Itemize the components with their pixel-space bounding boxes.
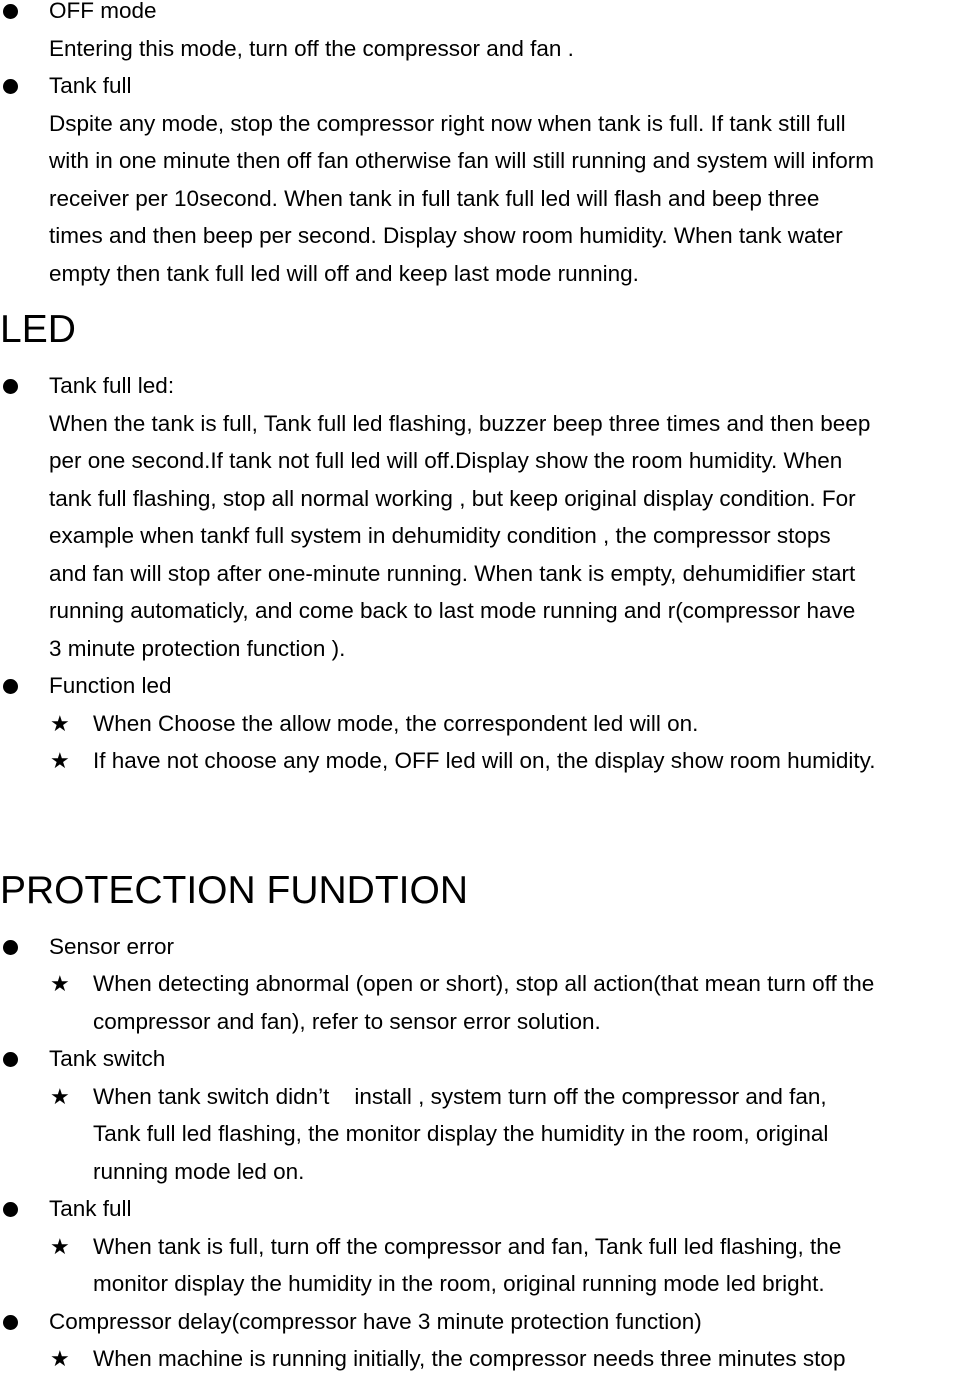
item-title: Tank switch	[49, 1046, 166, 1071]
paragraph-line: 3 minute protection function ).	[49, 635, 346, 661]
paragraph-line: Entering this mode, turn off the compressor and fan .	[49, 35, 574, 61]
bullet-icon	[3, 940, 18, 955]
bullet-icon	[3, 1202, 18, 1217]
paragraph-line: empty then tank full led will off and keep last mode running.	[49, 260, 639, 286]
item-title: Tank full	[49, 1196, 132, 1221]
paragraph-line: When machine is running initially, the compressor needs three minutes stop	[93, 1346, 846, 1371]
bullet-item	[0, 1040, 954, 1078]
paragraph-line: example when tankf full system in dehumidity condition , the compressor stops	[49, 523, 831, 548]
paragraph-line: Tank full led flashing, the monitor display the humidity in the room, original	[93, 1121, 829, 1146]
bullet-item	[0, 928, 954, 966]
bullet-item	[0, 667, 954, 705]
bullet-icon	[3, 379, 18, 394]
paragraph-line: and fan will stop after one-minute running. When tank is empty, dehumidifier start	[49, 560, 856, 586]
item-title: Tank full	[49, 73, 132, 98]
paragraph-line: If have not choose any mode, OFF led will on, the display show room humidity.	[93, 748, 876, 773]
paragraph-line: running mode led on.	[93, 1158, 305, 1184]
star-icon: ★	[50, 748, 70, 773]
item-title: Tank full led:	[49, 373, 175, 398]
bullet-icon	[3, 1315, 18, 1330]
paragraph-line: When the tank is full, Tank full led flashing, buzzer beep three times and then beep	[49, 410, 871, 436]
paragraph-line: receiver per 10second. When tank in full tank full led will flash and beep three	[49, 185, 820, 211]
item-title: OFF mode	[49, 0, 157, 23]
paragraph-line: tank full flashing, stop all normal working , but keep original display condition. For	[49, 485, 856, 511]
paragraph-line: When Choose the allow mode, the correspondent led will on.	[93, 710, 699, 736]
paragraph-line: When tank switch didn’t install , system turn off the compressor and fan,	[93, 1083, 827, 1109]
star-item	[0, 1228, 954, 1266]
star-icon: ★	[50, 1083, 70, 1109]
star-item	[0, 1078, 954, 1116]
paragraph-line: times and then beep per second. Display show room humidity. When tank water	[49, 223, 843, 248]
bullet-item	[0, 0, 954, 30]
bullet-item	[0, 367, 954, 405]
section-heading-led: LED	[0, 308, 76, 351]
paragraph-line: running automaticly, and come back to last mode running and r(compressor have	[49, 598, 856, 623]
paragraph-line: When detecting abnormal (open or short), stop all action(that mean turn off the	[93, 971, 875, 996]
bullet-icon	[3, 4, 18, 19]
bullet-item	[0, 1190, 954, 1228]
star-icon: ★	[50, 1233, 70, 1259]
paragraph-line: with in one minute then off fan otherwise fan will still running and system will inform	[49, 148, 874, 173]
paragraph-line: When tank is full, turn off the compressor and fan, Tank full led flashing, the	[93, 1233, 842, 1259]
star-item	[0, 1340, 954, 1378]
bullet-icon	[3, 679, 18, 694]
bullet-item	[0, 67, 954, 105]
star-icon: ★	[50, 710, 70, 736]
star-item	[0, 705, 954, 743]
bullet-item	[0, 1303, 954, 1341]
star-item	[0, 965, 954, 1003]
bullet-icon	[3, 79, 18, 94]
star-icon: ★	[50, 971, 70, 996]
paragraph-line: Dspite any mode, stop the compressor right now when tank is full. If tank still full	[49, 110, 846, 136]
paragraph-line: monitor display the humidity in the room, original running mode led bright.	[93, 1271, 825, 1296]
paragraph-line: per one second.If tank not full led will off.Display show the room humidity. When	[49, 448, 843, 473]
section-heading-protection: PROTECTION FUNDTION	[0, 868, 468, 912]
text-line	[0, 30, 954, 68]
star-icon: ★	[50, 1346, 70, 1371]
item-title: Function led	[49, 673, 172, 698]
paragraph-line: compressor and fan), refer to sensor error solution.	[93, 1008, 601, 1034]
item-title: Sensor error	[49, 933, 175, 959]
bullet-icon	[3, 1052, 18, 1067]
item-title: Compressor delay(compressor have 3 minute protection function)	[49, 1308, 702, 1334]
star-item	[0, 742, 954, 780]
